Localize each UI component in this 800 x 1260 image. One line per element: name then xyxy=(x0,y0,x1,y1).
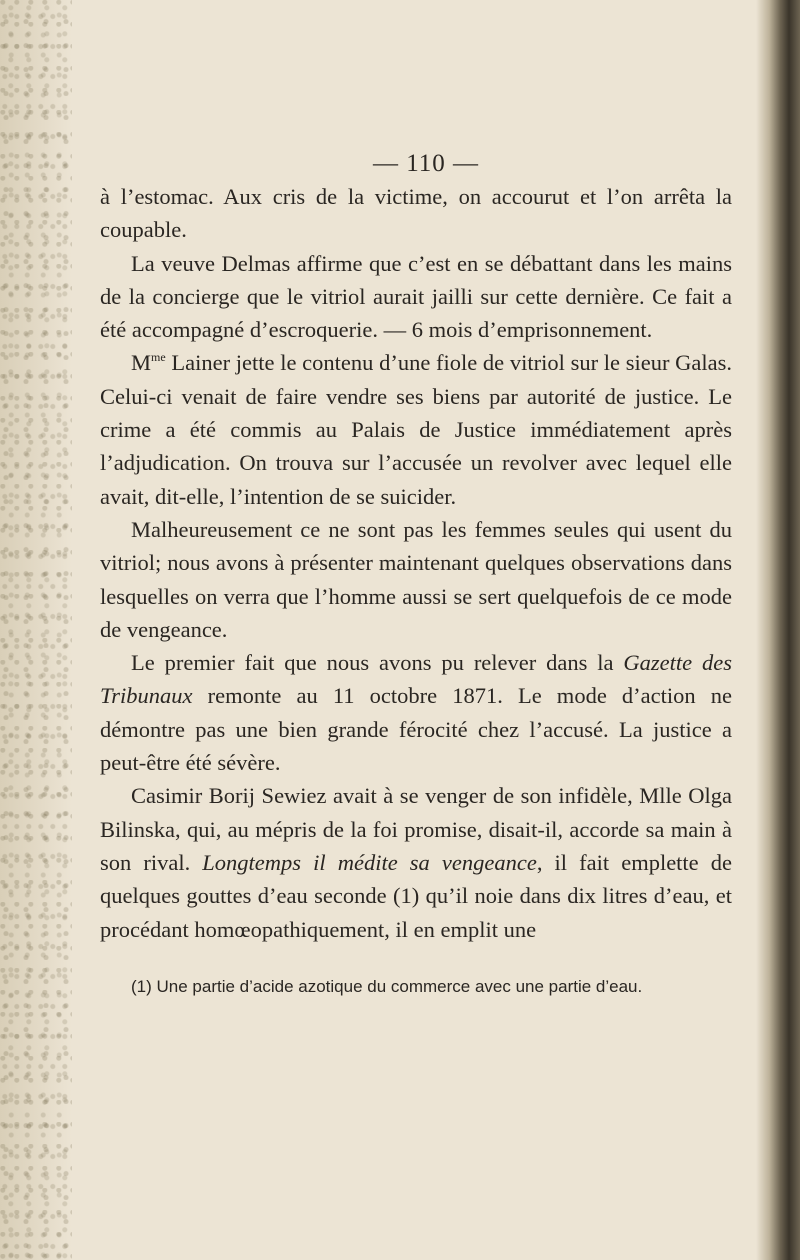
title-superscript: me xyxy=(151,350,166,365)
scan-left-edge xyxy=(0,0,72,1260)
newspaper-title: Gazette des Tribunaux xyxy=(100,650,732,709)
paragraph-1: à l’estomac. Aux cris de la victime, on accourut et l’on arrêta la coupable. xyxy=(100,184,732,243)
paragraph-6 xyxy=(100,779,732,945)
paragraph-5-text-b: remonte au 11 octobre 1871. Le mode d’action ne démontre pas une bien grande férocité chez l’accusé. La justice a peut-être été sévère. xyxy=(100,683,732,776)
paragraph-5-text-a: Le premier fait que nous avons pu relever dans la xyxy=(131,650,624,676)
paragraph-4: Malheureusement ce ne sont pas les femmes seules qui usent du vitriol; nous avons à présenter maintenant quelques observations dans lesquelles on verra que l’homme aussi se sert quelquefois de ce mode de vengeance. xyxy=(100,516,732,642)
paragraph-6-text-a: Casimir Borij Sewiez avait à se venger de son infidèle, Mlle Olga Bilinska, qui, au mépris de la foi promise, disait-il, accorde sa main à son rival. xyxy=(100,783,732,875)
paragraph-6-text-b: , il fait emplette de quelques gouttes d’eau seconde (1) qu’il noie dans dix litres d’eau, et procédant homœopathiquement, il en emplit une xyxy=(100,849,732,942)
scan-right-edge xyxy=(756,0,800,1260)
footnote: (1) Une partie d’acide azotique du commerce avec une partie d’eau. xyxy=(131,976,643,996)
book-page xyxy=(100,150,732,999)
title-abbreviation: M xyxy=(131,350,152,376)
paragraph-3 xyxy=(100,346,732,512)
paragraph-2: La veuve Delmas affirme que c’est en se débattant dans les mains de la concierge que le vitriol aurait jailli sur cette dernière. Ce fait a été accompagné d’escroquerie. — 6 mois d’emprisonnement. xyxy=(100,250,732,343)
body-text xyxy=(100,180,732,946)
page-number: — 110 — xyxy=(372,150,480,177)
italic-phrase: Longtemps il médite sa vengeance xyxy=(202,849,537,875)
paragraph-5 xyxy=(100,646,732,779)
paragraph-3-text: Lainer jette le contenu d’une fiole de vitriol sur le sieur Galas. Celui-ci venait de faire vendre ses biens par autorité de justice. Le crime a été commis au Palais de Justice immédiatement après l’adjudication. On trouva sur l’accusée un revolver avec lequel elle avait, dit-elle, l’intention de se suicider. xyxy=(100,350,732,509)
